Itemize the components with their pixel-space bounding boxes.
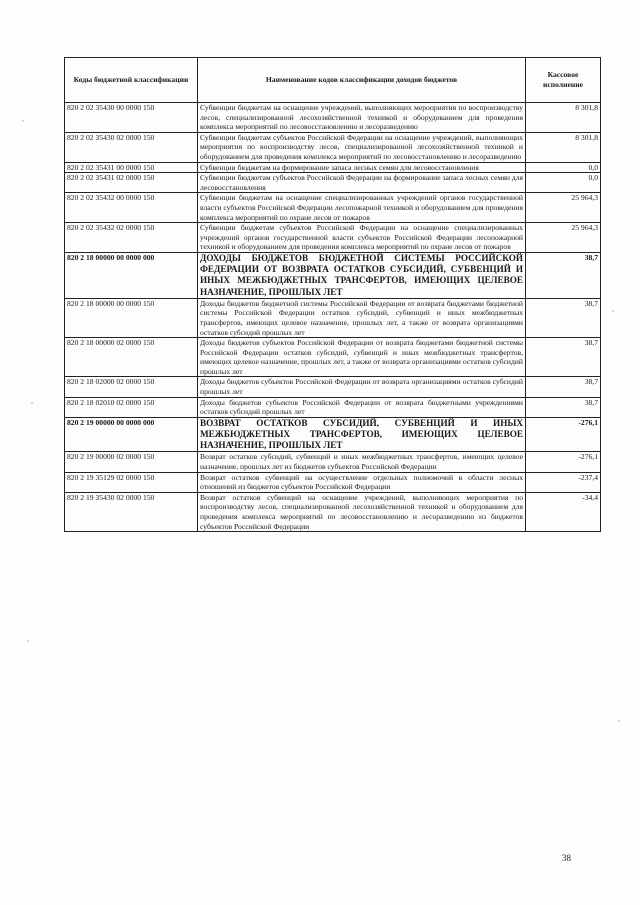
row-amount: 38,7 bbox=[526, 377, 601, 397]
scan-speck bbox=[31, 402, 33, 404]
row-amount: -276,1 bbox=[526, 417, 601, 452]
scan-speck bbox=[618, 720, 620, 722]
table-row bbox=[65, 492, 601, 531]
table-row bbox=[65, 338, 601, 377]
table-header-row bbox=[65, 58, 601, 103]
row-name: Субвенции бюджетам субъектов Российской Федерации на формирование запаса лесных семян для лесовосстановления bbox=[198, 173, 526, 193]
row-amount: 8 301,8 bbox=[526, 132, 601, 162]
row-amount: 38,7 bbox=[526, 338, 601, 377]
row-code: 820 2 18 02000 02 0000 150 bbox=[65, 377, 198, 397]
table-row bbox=[65, 162, 601, 173]
header-name: Наименование кодов классификации доходов бюджетов bbox=[198, 58, 526, 103]
row-name: Субвенции бюджетам субъектов Российской Федерации на оснащение специализированных учреждений органов государственной власти субъектов Российской Федерации лесопожарной техникой и оборудованием для проведения комплекса мероприятий по охране лесов от пожаров bbox=[198, 223, 526, 253]
row-code: 820 2 18 00000 00 0000 150 bbox=[65, 298, 198, 337]
table-row bbox=[65, 223, 601, 253]
row-code: 820 2 02 35431 02 0000 150 bbox=[65, 173, 198, 193]
row-name: Доходы бюджетов субъектов Российской Федерации от возврата бюджетами бюджетной системы Российской Федерации остатков субсидий, субвенций и иных межбюджетных трансфертов, имеющих целевое назначение, прошлых лет, а также от возврата организациями остатков субсидий прошлых лет bbox=[198, 338, 526, 377]
row-amount: 25 964,3 bbox=[526, 193, 601, 223]
row-amount: 38,7 bbox=[526, 298, 601, 337]
header-code: Коды бюджетной классификации bbox=[65, 58, 198, 103]
row-name: Субвенции бюджетам субъектов Российской Федерации на оснащение учреждений, выполняющих мероприятия по воспроизводству лесов, специализированной лесохозяйственной техникой и оборудованием для проведения комплекса мероприятий по лесовосстановлению и лесоразведению bbox=[198, 132, 526, 162]
row-name: Субвенции бюджетам на оснащение учреждений, выполняющих мероприятия по воспроизводству лесов, специализированной лесохозяйственной техникой и оборудованием для проведения комплекса мероприятий по лесовосстановлению и лесоразведению bbox=[198, 103, 526, 133]
row-name: Возврат остатков субсидий, субвенций и иных межбюджетных трансфертов, имеющих целевое назначение, прошлых лет из бюджетов субъектов Российской Федерации bbox=[198, 452, 526, 472]
row-code: 820 2 02 35430 00 0000 150 bbox=[65, 103, 198, 133]
row-code: 820 2 02 35431 00 0000 150 bbox=[65, 162, 198, 173]
row-amount: 38,7 bbox=[526, 252, 601, 298]
row-code: 820 2 18 00000 00 0000 000 bbox=[65, 252, 198, 298]
row-amount: -237,4 bbox=[526, 472, 601, 492]
row-amount: -276,1 bbox=[526, 452, 601, 472]
row-code: 820 2 19 00000 02 0000 150 bbox=[65, 452, 198, 472]
scan-speck bbox=[27, 640, 29, 642]
table-row bbox=[65, 377, 601, 397]
row-name: ДОХОДЫ БЮДЖЕТОВ БЮДЖЕТНОЙ СИСТЕМЫ РОССИЙСКОЙ ФЕДЕРАЦИИ ОТ ВОЗВРАТА ОСТАТКОВ СУБСИДИЙ, СУБВЕНЦИЙ И ИНЫХ МЕЖБЮДЖЕТНЫХ ТРАНСФЕРТОВ, ИМЕЮЩИХ ЦЕЛЕВОЕ НАЗНАЧЕНИЕ, ПРОШЛЫХ ЛЕТ bbox=[198, 252, 526, 298]
row-code: 820 2 18 02010 02 0000 150 bbox=[65, 397, 198, 417]
row-name: Доходы бюджетов бюджетной системы Российской Федерации от возврата бюджетами бюджетной системы Российской Федерации остатков субсидий, субвенций и иных межбюджетных трансфертов, имеющих целевое назначение, прошлых лет, а также от возврата организациями остатков субсидий прошлых лет bbox=[198, 298, 526, 337]
table-row bbox=[65, 103, 601, 133]
scan-speck bbox=[612, 310, 614, 312]
row-amount: 25 964,3 bbox=[526, 223, 601, 253]
table-row bbox=[65, 173, 601, 193]
table-row bbox=[65, 298, 601, 337]
table-row bbox=[65, 472, 601, 492]
row-code: 820 2 02 35432 02 0000 150 bbox=[65, 223, 198, 253]
row-name: Субвенции бюджетам на формирование запаса лесных семян для лесовосстановления bbox=[198, 162, 526, 173]
row-name: Возврат остатков субвенций на осуществление отдельных полномочий в области лесных отношений из бюджетов субъектов Российской Федерации bbox=[198, 472, 526, 492]
row-name: ВОЗВРАТ ОСТАТКОВ СУБСИДИЙ, СУБВЕНЦИЙ И ИНЫХ МЕЖБЮДЖЕТНЫХ ТРАНСФЕРТОВ, ИМЕЮЩИХ ЦЕЛЕВОЕ НАЗНАЧЕНИЕ, ПРОШЛЫХ ЛЕТ bbox=[198, 417, 526, 452]
row-code: 820 2 18 00000 02 0000 150 bbox=[65, 338, 198, 377]
row-code: 820 2 19 35430 02 0000 150 bbox=[65, 492, 198, 531]
row-code: 820 2 02 35432 00 0000 150 bbox=[65, 193, 198, 223]
table-row bbox=[65, 193, 601, 223]
row-code: 820 2 19 00000 00 0000 000 bbox=[65, 417, 198, 452]
row-amount: 0,0 bbox=[526, 162, 601, 173]
row-amount: -34,4 bbox=[526, 492, 601, 531]
table-row bbox=[65, 452, 601, 472]
table-row bbox=[65, 132, 601, 162]
budget-table bbox=[64, 57, 601, 532]
row-name: Доходы бюджетов субъектов Российской Федерации от возврата бюджетными учреждениями остатков субсидий прошлых лет bbox=[198, 397, 526, 417]
row-name: Возврат остатков субвенций на оснащение учреждений, выполняющих мероприятия по воспроизводству лесов, специализированной лесохозяйственной техникой и оборудованием для проведения комплекса мероприятий по лесовосстановлению и лесоразведению из бюджетов субъектов Российской Федерации bbox=[198, 492, 526, 531]
row-amount: 0,0 bbox=[526, 173, 601, 193]
table-row bbox=[65, 417, 601, 452]
table-row bbox=[65, 397, 601, 417]
row-code: 820 2 02 35430 02 0000 150 bbox=[65, 132, 198, 162]
row-name: Субвенции бюджетам на оснащение специализированных учреждений органов государственной власти субъектов Российской Федерации лесопожарной техникой и оборудованием для проведения комплекса мероприятий по охране лесов от пожаров bbox=[198, 193, 526, 223]
row-amount: 8 301,8 bbox=[526, 103, 601, 133]
page-number: 38 bbox=[562, 853, 571, 863]
scan-speck bbox=[22, 120, 24, 122]
table-row bbox=[65, 252, 601, 298]
header-amount: Кассовое исполнение bbox=[526, 58, 601, 103]
row-name: Доходы бюджетов субъектов Российской Федерации от возврата организациями остатков субсидий прошлых лет bbox=[198, 377, 526, 397]
row-code: 820 2 19 35129 02 0000 150 bbox=[65, 472, 198, 492]
row-amount: 38,7 bbox=[526, 397, 601, 417]
